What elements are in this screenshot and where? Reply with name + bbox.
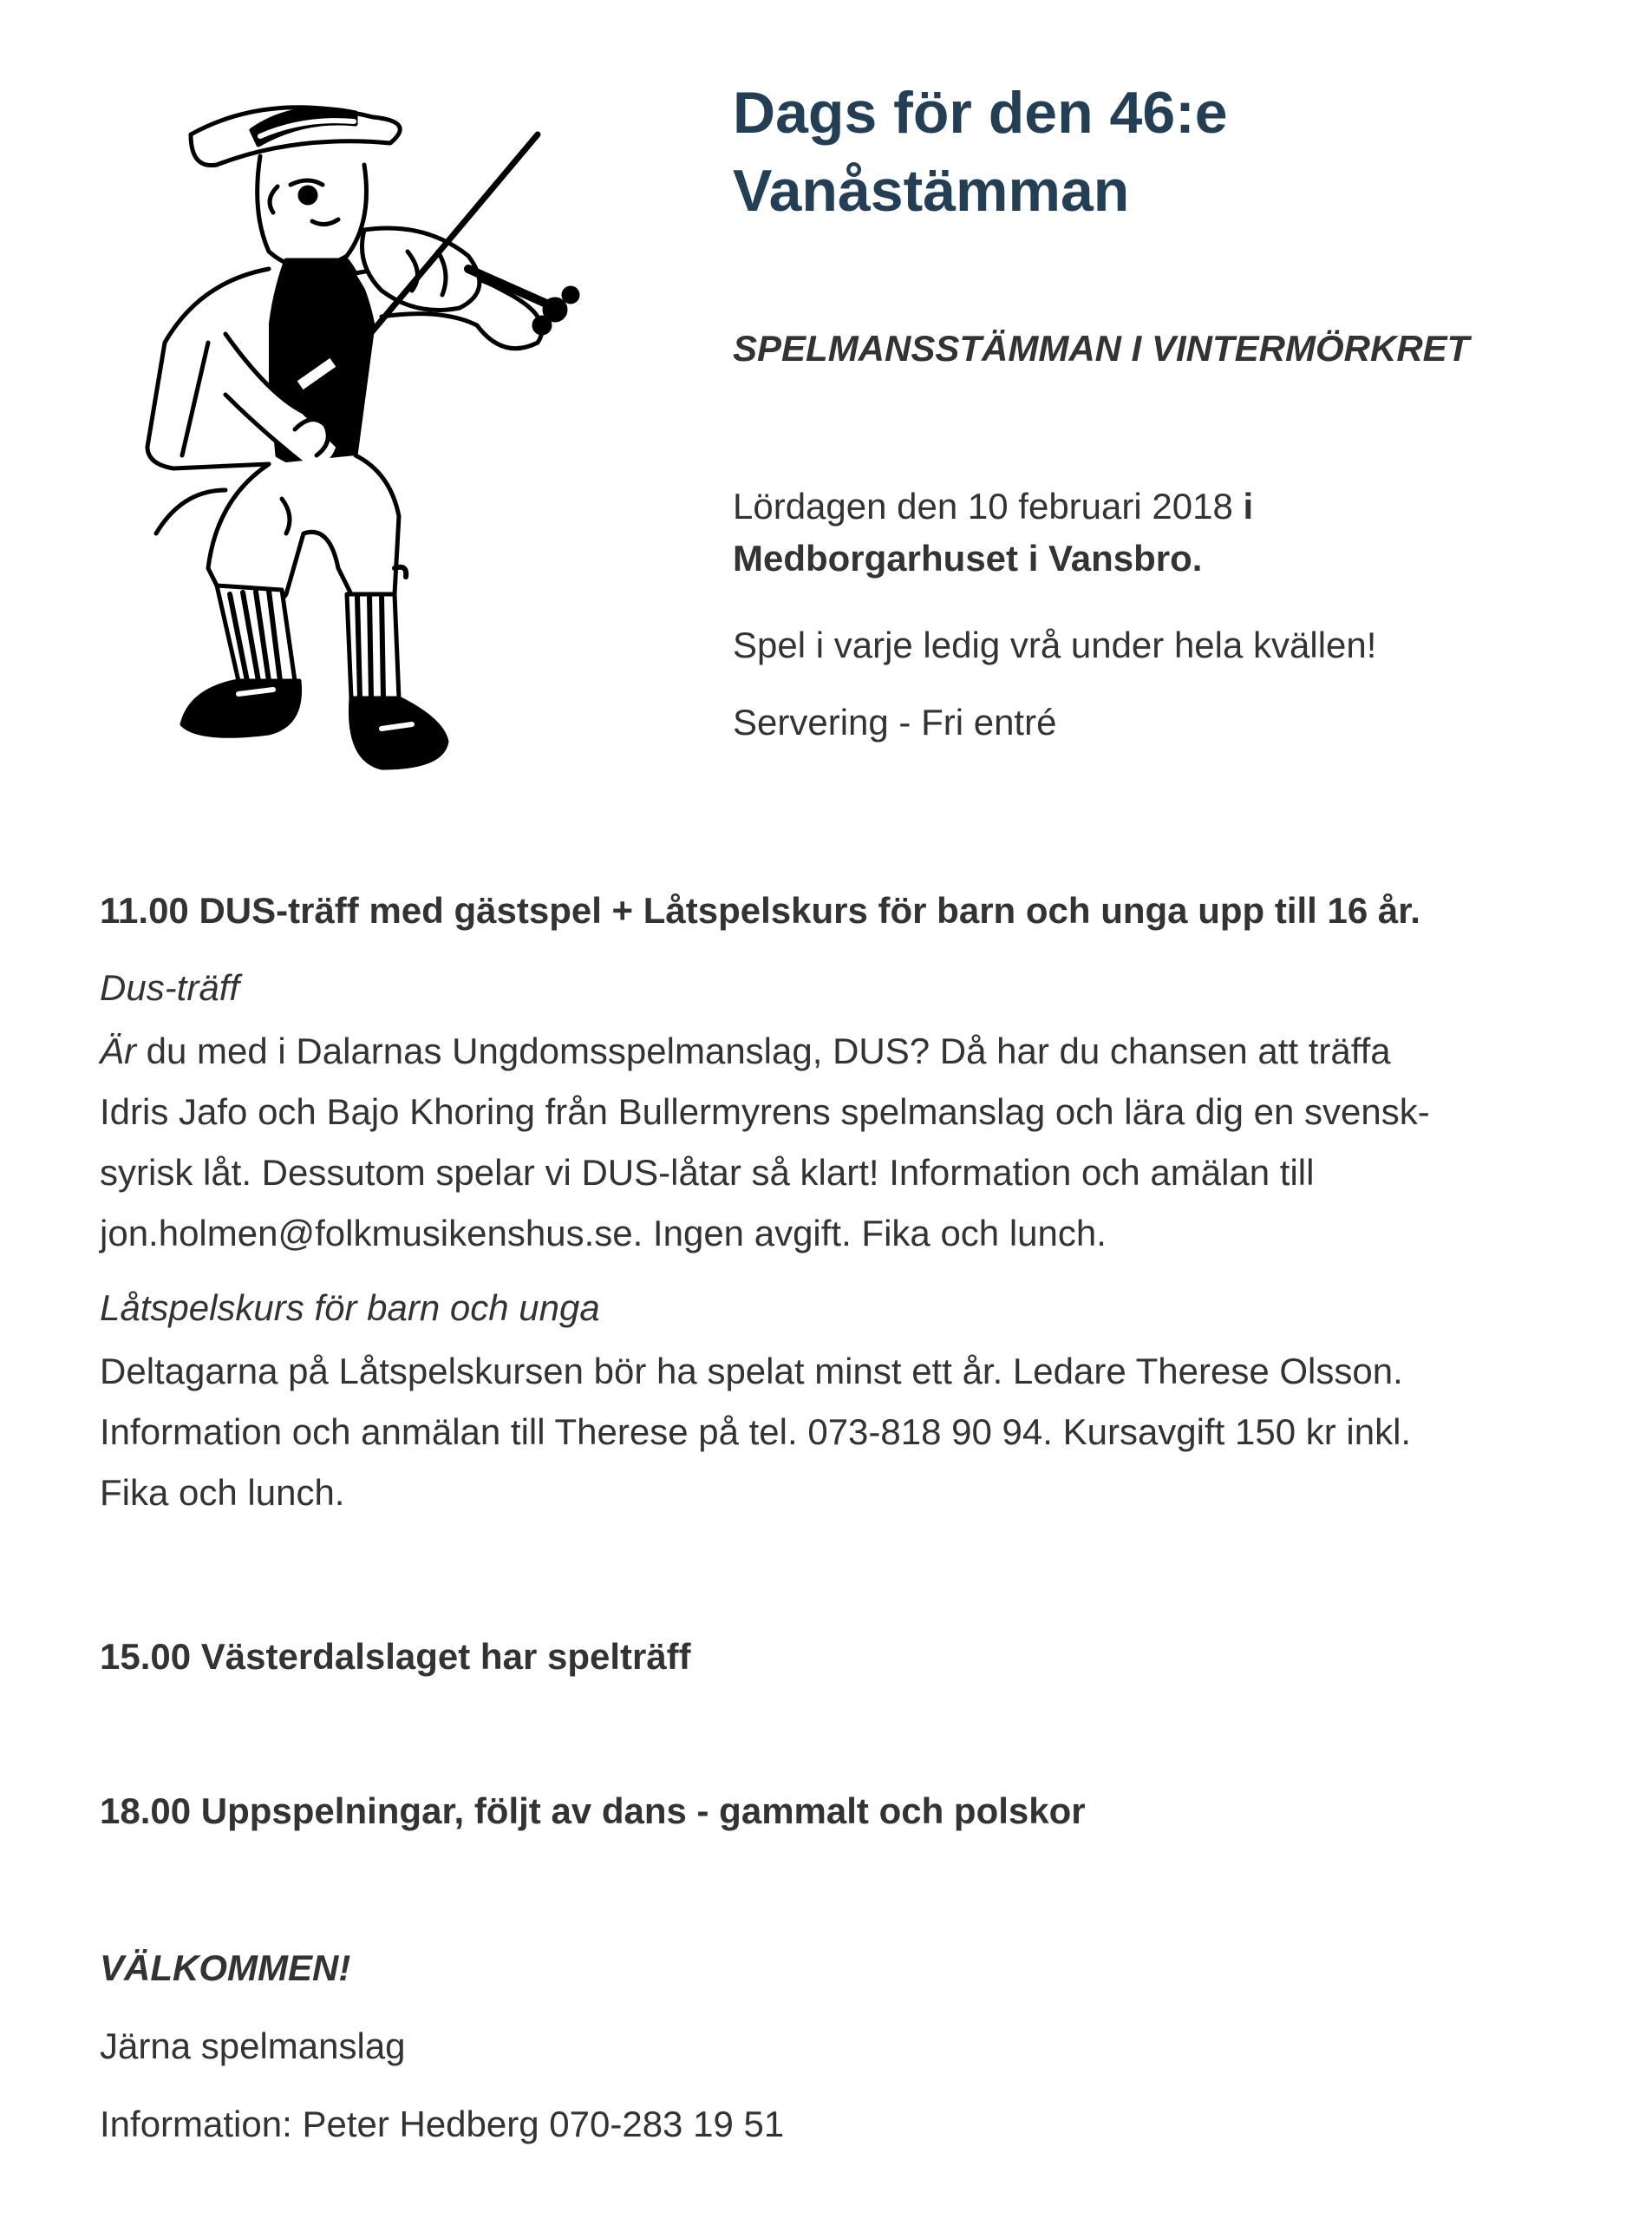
course-heading: Låtspelskurs för barn och unga [100,1287,600,1328]
schedule-item-1500-heading: 15.00 Västerdalslaget har spelträff [100,1636,691,1677]
dus-line-1: du med i Dalarnas Ungdomsspelmanslag, DUS? Då har du chansen att träffa [136,1031,1391,1071]
course-line-2: Information och anmälan till Therese på tel. 073-818 90 94. Kursavgift 150 kr inkl. [100,1411,1412,1452]
page-title [733,74,1600,230]
title-line-2: Vanåstämman [733,158,1130,224]
event-date: Lördagen den 10 februari 2018 [733,486,1233,527]
contact-info: Information: Peter Hedberg 070-283 19 51 [100,2104,785,2144]
fiddler-illustration-icon [95,82,642,794]
date-connector: i [1243,486,1254,527]
serving-note: Servering - Fri entré [733,702,1057,743]
organizer: Järna spelmanslag [100,2025,406,2066]
course-description [100,1341,1591,1523]
title-line-1: Dags för den 46:e [733,80,1228,146]
schedule-item-1100-heading: 11.00 DUS-träff med gästspel + Låtspelskurs för barn och unga upp till 16 år. [100,890,1420,931]
event-venue: Medborgarhuset i Vansbro. [733,538,1203,579]
course-line-1: Deltagarna på Låtspelskursen bör ha spelat minst ett år. Ledare Therese Olsson. [100,1351,1403,1391]
play-note: Spel i varje ledig vrå under hela kvällen! [733,625,1377,665]
event-date-venue [733,481,1600,585]
welcome-text: VÄLKOMMEN! [100,1947,351,1988]
schedule-item-1800-heading: 18.00 Uppspelningar, följt av dans - gammalt och polskor [100,1790,1086,1831]
dus-line-2: Idris Jafo och Bajo Khoring från Bullermyrens spelmanslag och lära dig en svensk- [100,1091,1430,1132]
course-line-3: Fika och lunch. [100,1472,345,1513]
dus-line-3: syrisk låt. Dessutom spelar vi DUS-låtar så klart! Information och amälan till [100,1152,1315,1193]
dus-description [100,1021,1591,1264]
dus-first-word: Är [100,1031,136,1071]
dus-line-4: jon.holmen@folkmusikenshus.se. Ingen avgift. Fika och lunch. [100,1213,1107,1253]
subtitle: SPELMANSSTÄMMAN I VINTERMÖRKRET [733,328,1470,369]
dus-heading: Dus-träff [100,967,240,1008]
